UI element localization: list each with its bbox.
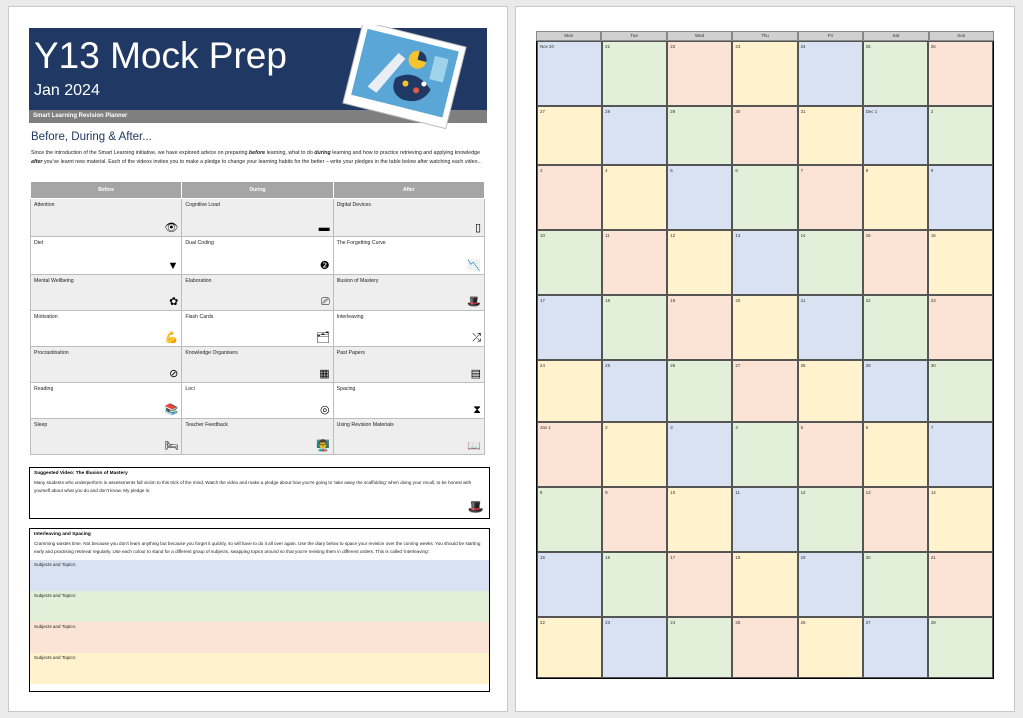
calendar-grid — [536, 40, 994, 679]
day-number: 12 — [800, 490, 806, 495]
subjects-band-green[interactable]: Subjects and Topics: — [30, 591, 489, 622]
cell-label: Digital Devices — [336, 202, 371, 208]
day-number: 10 — [540, 233, 545, 238]
brain-illustration-picture — [341, 25, 467, 129]
magic-hat-icon: 🎩 — [467, 499, 484, 514]
day-number: 13 — [735, 233, 741, 238]
number-two-icon: ❷ — [319, 260, 330, 272]
pledge-cell[interactable] — [31, 347, 182, 383]
day-number: 8 — [540, 490, 543, 495]
calendar-day-cell[interactable] — [732, 106, 797, 165]
calendar-day-cell[interactable] — [732, 295, 797, 360]
table-row — [31, 275, 485, 311]
calendar-day-cell[interactable] — [928, 617, 993, 678]
day-number: 5 — [800, 425, 804, 430]
cell-label: Sleep — [34, 422, 48, 428]
day-number: 26 — [930, 44, 936, 49]
day-number: 7 — [800, 168, 804, 173]
day-number: 15 — [865, 233, 871, 238]
day-number: 30 — [930, 363, 936, 368]
magic-hat-icon: 🎩 — [467, 296, 481, 308]
document-date: Jan 2024 — [34, 82, 100, 99]
calendar-day-cell[interactable] — [537, 106, 602, 165]
calendar-day-cell[interactable] — [863, 487, 928, 552]
table-row — [31, 199, 485, 237]
calendar-day-cell[interactable] — [798, 422, 863, 487]
cell-label: Elaboration — [185, 278, 212, 284]
pledge-cell[interactable] — [333, 347, 484, 383]
day-number: 24 — [670, 620, 676, 625]
calendar-day-cell[interactable] — [667, 487, 732, 552]
calendar-day-cell[interactable] — [667, 617, 732, 678]
calendar-day-cell[interactable] — [667, 165, 732, 230]
day-number: 23 — [605, 620, 611, 625]
day-number: 22 — [540, 620, 545, 625]
calendar-day-cell[interactable] — [602, 487, 667, 552]
calendar-day-cell[interactable] — [928, 552, 993, 617]
cell-label: Flash Cards — [185, 314, 214, 320]
planner-page-1 — [8, 6, 508, 712]
subjects-band-yellow[interactable]: Subjects and Topics: — [30, 653, 489, 684]
day-number: 23 — [930, 298, 936, 303]
day-number: 27 — [735, 363, 741, 368]
hourglass-icon: ⧗ — [473, 404, 481, 416]
cards-icon: 🗂 — [315, 332, 330, 344]
box-text: Cramming wastes time. Not because you don't learn anything but because you forget it quickly, so will have to do it all over again. Use the diary below to space your revision over the coming weeks. You should be starting early and practising retrieval regularly. Use each colour to stand for a different group of subjects, swapping topics around so that you're revising them in different orders. This is called 'interleaving'. — [34, 541, 481, 554]
weekday-header: Thu — [732, 31, 797, 41]
calendar-day-cell[interactable] — [928, 487, 993, 552]
calendar-day-cell[interactable] — [602, 230, 667, 295]
calendar-day-cell[interactable] — [928, 295, 993, 360]
calendar-day-cell[interactable] — [732, 165, 797, 230]
day-number: 20 — [865, 555, 871, 560]
box-title: Suggested Video: The Illusion of Mastery — [34, 471, 128, 476]
calendar-day-cell[interactable] — [798, 552, 863, 617]
day-number: 7 — [930, 425, 934, 430]
interleaving-spacing-box — [29, 528, 490, 692]
pledge-cell[interactable] — [182, 199, 333, 237]
day-number: 16 — [605, 555, 611, 560]
day-number: 13 — [865, 490, 871, 495]
day-number: 30 — [735, 109, 741, 114]
calendar-day-cell[interactable] — [667, 106, 732, 165]
calendar-day-cell[interactable] — [537, 165, 602, 230]
day-number: 22 — [865, 298, 871, 303]
calendar-day-cell[interactable] — [732, 552, 797, 617]
calendar-day-cell[interactable] — [537, 552, 602, 617]
day-number: 6 — [735, 168, 738, 173]
day-number: 27 — [540, 109, 545, 114]
day-number: 19 — [800, 555, 806, 560]
calendar-day-cell[interactable] — [537, 295, 602, 360]
document-title: Y13 Mock Prep — [34, 35, 287, 76]
day-number: 10 — [670, 490, 676, 495]
weekday-header: Mon — [536, 31, 601, 41]
day-number: 9 — [605, 490, 608, 495]
day-number: 2 — [930, 109, 934, 114]
calendar-day-cell[interactable] — [928, 360, 993, 422]
document-icon: ▤ — [470, 368, 481, 380]
phone-icon: ▯ — [474, 222, 481, 234]
pledge-cell[interactable] — [182, 419, 333, 455]
day-number: Jan 1 — [540, 425, 551, 430]
day-number: 11 — [735, 490, 740, 495]
day-number: 28 — [800, 363, 806, 368]
calendar-day-cell[interactable] — [602, 617, 667, 678]
day-number: 23 — [735, 44, 741, 49]
cell-label: Dual Coding — [185, 240, 214, 246]
cell-label: Using Revision Materials — [336, 422, 394, 428]
day-number: 26 — [670, 363, 676, 368]
calendar-day-cell[interactable] — [667, 422, 732, 487]
pledge-cell[interactable] — [333, 419, 484, 455]
calendar-day-cell[interactable] — [928, 165, 993, 230]
day-number: Nov 20 — [540, 44, 554, 49]
calendar-day-cell[interactable] — [732, 617, 797, 678]
pledge-cell[interactable] — [182, 237, 333, 275]
table-row — [31, 237, 485, 275]
table-row — [31, 311, 485, 347]
calendar-day-cell[interactable] — [602, 552, 667, 617]
cell-label: Interleaving — [336, 314, 364, 320]
subjects-band-blue[interactable]: Subjects and Topics: — [30, 560, 489, 591]
calendar-day-cell[interactable] — [798, 487, 863, 552]
cell-label: Teacher Feedback — [185, 422, 229, 428]
day-number: 28 — [930, 620, 936, 625]
day-number: 27 — [865, 620, 871, 625]
day-number: 24 — [800, 44, 806, 49]
calendar-day-cell[interactable] — [928, 230, 993, 295]
day-number: 2 — [605, 425, 608, 430]
box-text: Many students who underperform in assessments fall victim to this trick of the mind. Watch the video and make a pledge about how you're going to 'take away the scaffolding' when doing your recall, to be honest with yourself about what you do and don't know. My pledge is: — [34, 480, 472, 493]
cell-label: Reading — [34, 386, 54, 392]
cell-label: Loci — [185, 386, 195, 392]
cell-label: Motivation — [34, 314, 58, 320]
calendar-day-cell[interactable] — [928, 41, 993, 106]
cell-label: Past Papers — [336, 350, 365, 356]
organiser-icon: ▦ — [319, 368, 330, 380]
cell-label: Cognitive Load — [185, 202, 220, 208]
column-header-before: Before — [31, 182, 182, 199]
pledge-table — [30, 181, 485, 455]
revision-calendar — [536, 31, 994, 679]
day-number: 18 — [735, 555, 741, 560]
day-number: 24 — [540, 363, 545, 368]
day-number: 25 — [865, 44, 871, 49]
day-number: 21 — [930, 555, 936, 560]
calendar-day-cell[interactable] — [732, 487, 797, 552]
calendar-day-cell[interactable] — [602, 165, 667, 230]
calendar-day-cell[interactable] — [863, 295, 928, 360]
weekday-header: Sat — [863, 31, 928, 41]
intro-paragraph: Since the introduction of the Smart Learning initiative, we have explored advice on preparing before learning, what to do during learning and how to practice retrieving and applying knowledge after you've learnt new material. Each of the videos invites you to make a pledge to change your learning habits for the better – write your pledges in the table below after watching each video... — [31, 150, 482, 165]
calendar-day-cell[interactable] — [732, 360, 797, 422]
day-number: 3 — [540, 168, 543, 173]
calendar-day-cell[interactable] — [667, 360, 732, 422]
day-number: 3 — [670, 425, 673, 430]
day-number: 21 — [800, 298, 806, 303]
calendar-day-cell[interactable] — [602, 295, 667, 360]
presentation-icon: ⎚ — [320, 296, 330, 308]
pledge-cell[interactable] — [333, 237, 484, 275]
section-heading: Before, During & After... — [31, 131, 152, 143]
subjects-band-red[interactable]: Subjects and Topics: — [30, 622, 489, 653]
day-number: 9 — [930, 168, 934, 173]
calendar-day-cell[interactable] — [863, 41, 928, 106]
calendar-day-cell[interactable] — [732, 41, 797, 106]
cell-label: Mental Wellbeing — [34, 278, 74, 284]
calendar-day-cell[interactable] — [667, 230, 732, 295]
calendar-day-cell[interactable] — [667, 295, 732, 360]
teacher-icon: 👨‍🏫 — [315, 440, 330, 452]
pledge-cell[interactable] — [182, 275, 333, 311]
calendar-day-cell[interactable] — [798, 41, 863, 106]
day-number: 16 — [930, 233, 936, 238]
pledge-cell[interactable] — [182, 383, 333, 419]
calendar-day-cell[interactable] — [602, 106, 667, 165]
calendar-day-cell[interactable] — [732, 422, 797, 487]
planner-page-2 — [515, 6, 1015, 712]
books-icon: 📚 — [164, 404, 179, 416]
pledge-cell[interactable] — [333, 275, 484, 311]
calendar-day-cell[interactable] — [602, 422, 667, 487]
cell-label: Attention — [34, 202, 55, 208]
calendar-day-cell[interactable] — [863, 360, 928, 422]
cell-label: Knowledge Organisers — [185, 350, 238, 356]
calendar-day-cell[interactable] — [863, 230, 928, 295]
bed-icon: 🛏 — [164, 440, 179, 452]
pledge-cell[interactable] — [31, 199, 182, 237]
calendar-day-cell[interactable] — [863, 106, 928, 165]
day-number: 8 — [865, 168, 869, 173]
box-title: Interleaving and Spacing — [34, 532, 91, 537]
calendar-day-cell[interactable] — [863, 617, 928, 678]
calendar-day-cell[interactable] — [537, 487, 602, 552]
subtitle-bar: Smart Learning Revision Planner — [29, 110, 487, 123]
flexed-arm-icon: 💪 — [164, 332, 179, 344]
day-number: 18 — [605, 298, 611, 303]
calendar-day-cell[interactable] — [602, 360, 667, 422]
cell-label: Illusion of Mastery — [336, 278, 379, 284]
illusion-of-mastery-box — [29, 467, 490, 519]
pledge-cell[interactable] — [333, 383, 484, 419]
cell-label: The Forgetting Curve — [336, 240, 386, 246]
calendar-day-cell[interactable] — [863, 422, 928, 487]
shuffle-icon: ⤮ — [472, 332, 481, 344]
column-header-during: During — [182, 182, 333, 199]
pledge-cell[interactable] — [31, 419, 182, 455]
calendar-day-cell[interactable] — [798, 617, 863, 678]
day-number: 12 — [670, 233, 676, 238]
pledge-cell[interactable] — [333, 199, 484, 237]
book-icon: 📖 — [467, 440, 481, 452]
line-chart-icon: 📉 — [467, 260, 481, 272]
calendar-day-cell[interactable] — [537, 422, 602, 487]
day-number: 17 — [540, 298, 545, 303]
day-number: 25 — [735, 620, 741, 625]
weekday-header: Fri — [798, 31, 863, 41]
calendar-day-cell[interactable] — [798, 230, 863, 295]
cell-label: Procrastination — [34, 350, 69, 356]
eye-icon: 👁 — [164, 222, 179, 234]
day-number: 19 — [670, 298, 676, 303]
pledge-cell[interactable] — [182, 311, 333, 347]
calendar-day-cell[interactable] — [798, 165, 863, 230]
pizza-icon: ▼ — [167, 260, 179, 272]
day-number: Dec 1 — [865, 109, 878, 114]
day-number: 5 — [670, 168, 673, 173]
calendar-day-cell[interactable] — [928, 106, 993, 165]
day-number: 28 — [605, 109, 611, 114]
calendar-day-cell[interactable] — [667, 41, 732, 106]
day-number: 17 — [670, 555, 676, 560]
weekday-header: Sun — [929, 31, 994, 41]
day-number: 11 — [605, 233, 610, 238]
plant-hand-icon: ✿ — [169, 296, 179, 308]
weekday-header: Wed — [667, 31, 732, 41]
calendar-day-cell[interactable] — [537, 617, 602, 678]
column-header-after: After — [333, 182, 484, 199]
day-number: 6 — [865, 425, 869, 430]
day-number: 14 — [930, 490, 936, 495]
calendar-day-cell[interactable] — [537, 360, 602, 422]
calendar-day-cell[interactable] — [602, 41, 667, 106]
calendar-day-cell[interactable] — [537, 41, 602, 106]
prohibited-icon: ⊘ — [169, 368, 179, 380]
calendar-day-cell[interactable] — [798, 360, 863, 422]
calendar-day-cell[interactable] — [667, 552, 732, 617]
calendar-day-cell[interactable] — [863, 552, 928, 617]
calendar-day-cell[interactable] — [928, 422, 993, 487]
day-number: 4 — [605, 168, 608, 173]
cell-label: Diet — [34, 240, 44, 246]
day-number: 26 — [800, 620, 806, 625]
calendar-day-cell[interactable] — [798, 295, 863, 360]
day-number: 25 — [605, 363, 611, 368]
day-number: 14 — [800, 233, 806, 238]
compass-icon: ◎ — [320, 404, 330, 416]
day-number: 4 — [735, 425, 738, 430]
calendar-day-cell[interactable] — [732, 230, 797, 295]
day-number: 29 — [670, 109, 676, 114]
calendar-header — [536, 31, 994, 40]
table-row — [31, 383, 485, 419]
calendar-day-cell[interactable] — [537, 230, 602, 295]
day-number: 22 — [670, 44, 676, 49]
pledge-cell[interactable] — [333, 311, 484, 347]
calendar-day-cell[interactable] — [798, 106, 863, 165]
pledge-cell[interactable] — [31, 275, 182, 311]
day-number: 21 — [605, 44, 611, 49]
pledge-cell[interactable] — [31, 237, 182, 275]
day-number: 15 — [540, 555, 545, 560]
day-number: 20 — [735, 298, 741, 303]
calendar-day-cell[interactable] — [863, 165, 928, 230]
table-row — [31, 419, 485, 455]
day-number: 29 — [865, 363, 871, 368]
day-number: 31 — [800, 109, 806, 114]
cell-label: Spacing — [336, 386, 356, 392]
pledge-cell[interactable] — [31, 311, 182, 347]
pledge-cell[interactable] — [31, 383, 182, 419]
table-row — [31, 347, 485, 383]
pledge-cell[interactable] — [182, 347, 333, 383]
weekday-header: Tue — [601, 31, 666, 41]
battery-icon: ▬ — [318, 222, 330, 234]
